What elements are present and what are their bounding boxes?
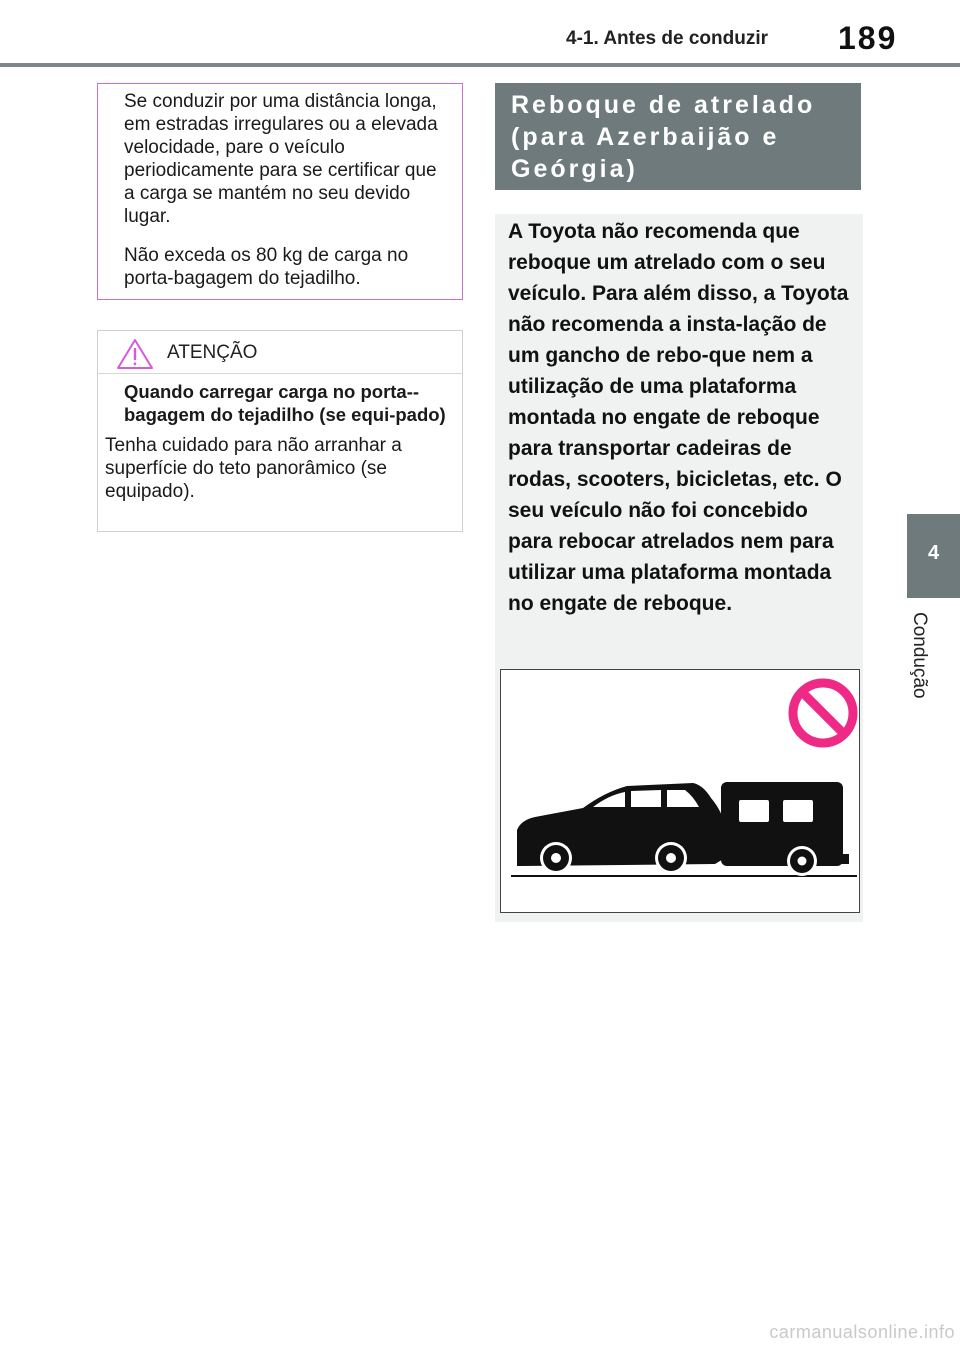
chapter-tab <box>907 514 960 598</box>
chapter-label-text: Condução <box>909 612 930 699</box>
watermark: carmanualsonline.info <box>769 1322 955 1342</box>
warning-header <box>98 331 462 374</box>
trailer-window-right <box>783 800 813 822</box>
header-divider <box>0 63 960 67</box>
cargo-note-box <box>97 83 463 300</box>
car-hub-rear <box>666 853 676 863</box>
trailer-hub <box>798 857 807 866</box>
towing-prohibited-image <box>501 670 859 912</box>
chapter-label <box>900 612 950 722</box>
section-title: Reboque de atrelado (para Azerbaijão e Geórgia) <box>511 91 816 183</box>
section-title-banner <box>495 83 861 190</box>
car-hub-front <box>551 853 561 863</box>
trailer-bumper <box>835 854 849 864</box>
trailer-window-left <box>739 800 769 822</box>
warning-title: ATENÇÃO <box>167 342 258 363</box>
page-number: 189 <box>838 20 898 56</box>
cargo-note-paragraph: Não exceda os 80 kg de carga no porta-bagagem do tejadilho. <box>124 245 409 289</box>
warning-triangle-icon <box>115 337 155 371</box>
towing-illustration <box>500 669 860 913</box>
chapter-number: 4 <box>927 542 940 564</box>
info-panel <box>495 214 863 922</box>
prohibition-icon <box>787 677 859 749</box>
car-window-middle <box>631 790 661 807</box>
section-body: A Toyota não recomenda que reboque um atrelado com o seu veículo. Para além disso, a Toyota não recomenda a insta-lação de um gancho de rebo-que nem a utilização de uma plataforma montada no engate de reboque para transportar cadeiras de rodas, scooters, bicicletas, etc. O seu veículo não foi concebido para rebocar atrelados nem para utilizar uma plataforma montada no engate de reboque. <box>508 220 849 615</box>
warning-subheading: Quando carregar carga no porta--bagagem do tejadilho (se equi-pado) <box>124 381 446 425</box>
cargo-note-paragraph: Se conduzir por uma distância longa, em estradas irregulares ou a elevada velocidade, pare o veículo periodicamente para se certificar que a carga se mantém no seu devido lugar. <box>124 91 438 227</box>
warning-box <box>97 330 463 532</box>
warning-body: Tenha cuidado para não arranhar a superfície do teto panorâmico (se equipado). <box>105 435 402 502</box>
trailer-body <box>721 782 843 866</box>
section-header: 4-1. Antes de conduzir <box>566 28 768 49</box>
